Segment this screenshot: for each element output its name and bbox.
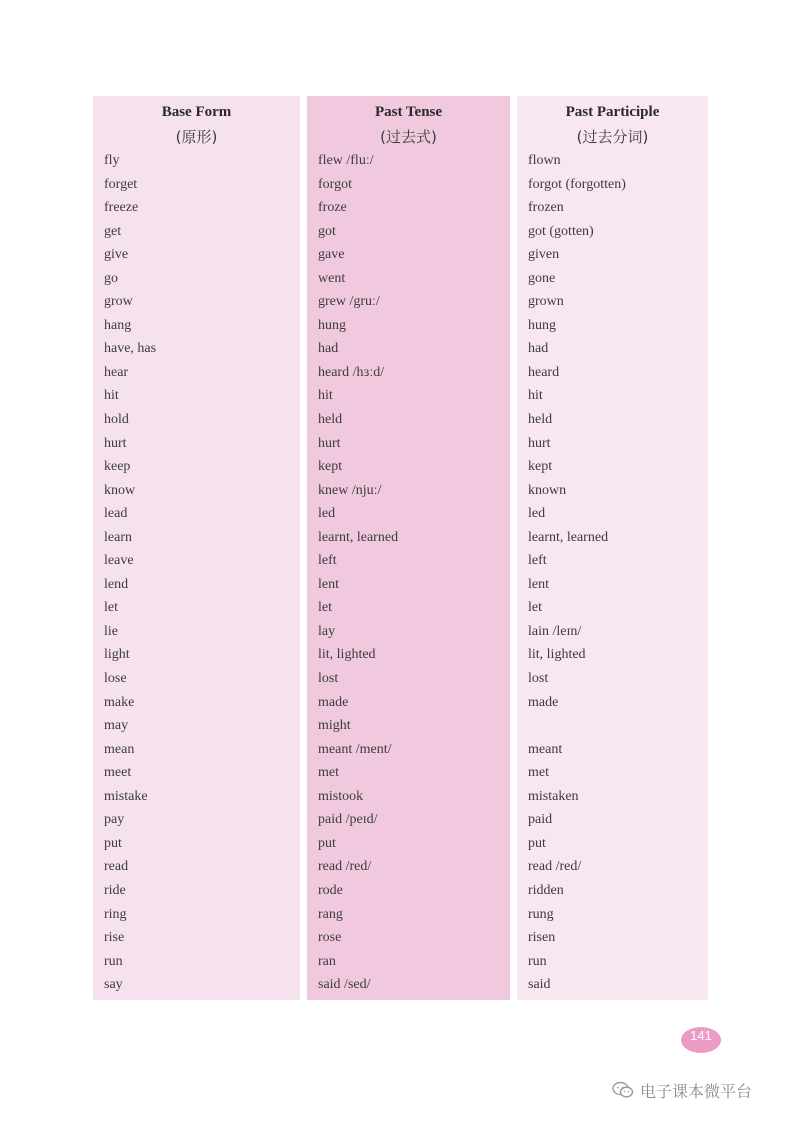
table-cell: lent	[318, 576, 339, 592]
table-cell: let	[528, 600, 542, 616]
table-cell: say	[104, 977, 123, 993]
table-cell: kept	[318, 459, 343, 475]
table-cell: had	[528, 341, 549, 357]
table-cell: hit	[528, 388, 543, 404]
table-cell: lit, lighted	[528, 647, 586, 663]
table-cell: fly	[104, 153, 120, 168]
table-cell: have, has	[104, 341, 157, 357]
table-cell: forgot	[318, 176, 352, 192]
table-cell: learnt, learned	[528, 529, 609, 545]
table-cell: ran	[318, 953, 336, 969]
table-cell: hear	[104, 364, 129, 380]
table-cell: hurt	[318, 435, 341, 451]
table-cell: rode	[318, 882, 343, 898]
past-participle-column	[517, 96, 708, 1000]
table-cell: heard /hɜːd/	[318, 364, 385, 380]
table-cell: let	[318, 600, 332, 616]
table-cell: get	[104, 223, 122, 239]
table-cell: learn	[104, 529, 132, 545]
table-cell: forget	[104, 176, 138, 192]
past-participle-header: Past Participle	[565, 104, 660, 120]
table-cell: lain /leɪn/	[528, 623, 582, 639]
table-cell: leave	[104, 553, 134, 569]
table-cell: meant	[528, 741, 563, 757]
table-cell: keep	[104, 459, 131, 475]
page-number: 141	[690, 1028, 712, 1043]
table-cell: gone	[528, 270, 556, 286]
table-cell: said	[528, 977, 551, 993]
table-cell: hurt	[528, 435, 551, 451]
table-cell: lay	[318, 623, 336, 639]
table-cell: put	[318, 835, 336, 851]
table-cell: go	[104, 270, 118, 286]
table-cell: lead	[104, 506, 128, 522]
table-cell: lent	[528, 576, 549, 592]
past-participle-list	[528, 149, 704, 997]
table-cell: froze	[318, 200, 347, 216]
table-cell: put	[528, 835, 546, 851]
table-cell: lost	[528, 671, 549, 687]
table-cell: mistook	[318, 788, 364, 804]
table-cell: give	[104, 247, 129, 263]
table-cell: hung	[528, 317, 556, 333]
table-cell: light	[104, 647, 130, 663]
table-cell: known	[528, 482, 567, 498]
table-cell: made	[318, 694, 349, 710]
table-cell: made	[528, 694, 559, 710]
table-cell: run	[104, 953, 123, 969]
table-cell: hit	[104, 388, 119, 404]
table-cell: heard	[528, 364, 560, 380]
table-cell: grew /gruː/	[318, 294, 380, 310]
table-cell: grown	[528, 294, 564, 310]
table-cell: led	[528, 506, 546, 522]
table-cell: meant /ment/	[318, 741, 392, 757]
table-cell: make	[104, 694, 135, 710]
table-cell: lost	[318, 671, 339, 687]
watermark-text: 电子课本微平台	[640, 1081, 753, 1101]
table-cell: run	[528, 953, 547, 969]
table-cell: learnt, learned	[318, 529, 399, 545]
table-cell: hurt	[104, 435, 127, 451]
table-cell: meet	[104, 765, 132, 781]
wechat-icon	[612, 1081, 634, 1099]
table-cell	[528, 714, 704, 738]
table-cell: paid	[528, 812, 553, 828]
table-cell: had	[318, 341, 339, 357]
table-cell: held	[528, 412, 553, 428]
table-cell: went	[318, 270, 346, 286]
table-cell: freeze	[104, 200, 139, 216]
past-participle-header-cn: (过去分词)	[576, 128, 649, 146]
table-cell: lit, lighted	[318, 647, 376, 663]
table-cell: led	[318, 506, 336, 522]
table-cell: know	[104, 482, 136, 498]
table-cell: left	[318, 553, 337, 569]
table-cell: forgot (forgotten)	[528, 176, 626, 192]
table-cell: rise	[104, 930, 125, 946]
table-cell: pay	[104, 812, 125, 828]
table-cell: met	[528, 765, 549, 781]
table-cell: said /sed/	[318, 977, 371, 993]
table-cell: got (gotten)	[528, 223, 594, 239]
table-cell: read /red/	[318, 859, 372, 875]
table-cell: met	[318, 765, 339, 781]
table-cell: rose	[318, 930, 342, 946]
table-cell: lend	[104, 576, 129, 592]
table-cell: paid /peɪd/	[318, 812, 378, 828]
table-cell: risen	[528, 930, 556, 946]
table-cell: flew /fluː/	[318, 153, 374, 168]
table-cell: ride	[104, 882, 126, 898]
table-cell: might	[318, 718, 351, 734]
past-tense-column	[307, 96, 510, 1000]
table-cell: rung	[528, 906, 554, 922]
table-cell: ring	[104, 906, 127, 922]
table-cell: got	[318, 223, 336, 239]
base-form-header-cn: (原形)	[175, 128, 218, 146]
table-cell: read	[104, 859, 129, 875]
table-cell: knew /njuː/	[318, 482, 382, 498]
table-cell: hung	[318, 317, 346, 333]
table-cell: given	[528, 247, 560, 263]
base-form-column	[93, 96, 300, 1000]
base-form-list	[104, 149, 296, 997]
table-cell: frozen	[528, 200, 564, 216]
past-tense-header-cn: (过去式)	[380, 128, 437, 146]
table-cell: grow	[104, 294, 133, 310]
table-cell: hang	[104, 317, 132, 333]
table-cell: held	[318, 412, 343, 428]
table-cell: hit	[318, 388, 333, 404]
table-cell: let	[104, 600, 118, 616]
table-cell: gave	[318, 247, 345, 263]
table-cell: ridden	[528, 882, 564, 898]
table-cell: put	[104, 835, 122, 851]
table-cell: mean	[104, 741, 135, 757]
table-cell: mistaken	[528, 788, 579, 804]
table-cell: lie	[104, 623, 118, 639]
table-cell: rang	[318, 906, 343, 922]
table-cell: flown	[528, 153, 561, 168]
table-cell: may	[104, 718, 129, 734]
past-tense-header: Past Tense	[374, 104, 443, 120]
table-cell: hold	[104, 412, 129, 428]
table-cell: mistake	[104, 788, 148, 804]
past-tense-list	[318, 149, 506, 997]
base-form-header: Base Form	[161, 104, 232, 120]
table-cell: lose	[104, 671, 127, 687]
watermark	[612, 1078, 752, 1102]
table-cell: left	[528, 553, 547, 569]
table-cell: read /red/	[528, 859, 582, 875]
table-cell: kept	[528, 459, 553, 475]
